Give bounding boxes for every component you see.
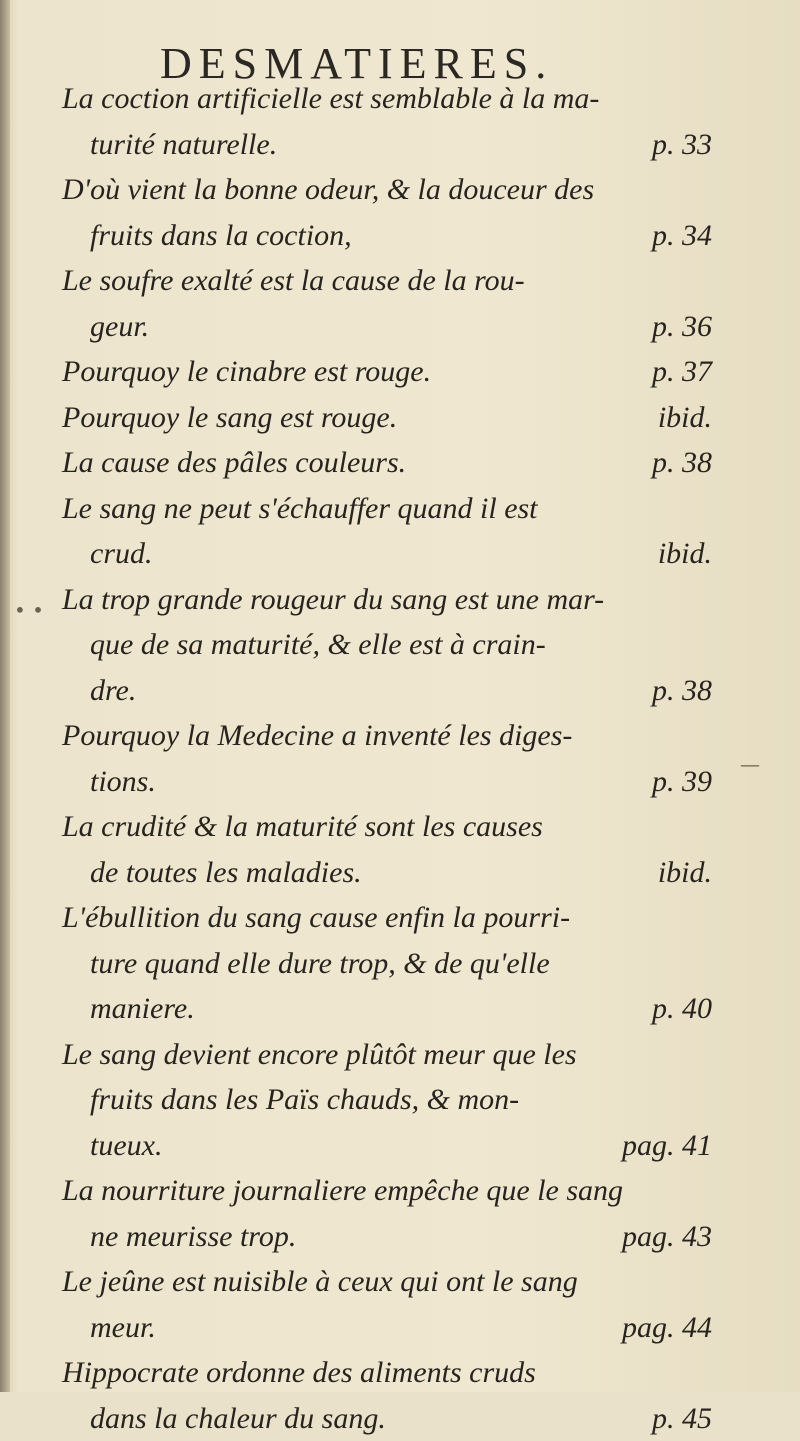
entry-text: D'où vient la bonne odeur, & la douceur des: [62, 167, 594, 213]
toc-line: [62, 850, 712, 896]
entry-text: Hippocrate ordonne des aliments cruds: [62, 1350, 536, 1396]
entry-text: Le jeûne est nuisible à ceux qui ont le sang: [62, 1259, 578, 1305]
page-header: DESMATIERES.: [160, 38, 553, 89]
page-reference: pag. 44: [622, 1305, 712, 1351]
entry-text: Le sang ne peut s'échauffer quand il est: [62, 486, 538, 532]
page-reference: p. 38: [652, 440, 712, 486]
entry-text: tions.: [90, 759, 156, 805]
toc-line: [62, 395, 712, 441]
entry-text: geur.: [90, 304, 149, 350]
toc-line: [62, 1123, 712, 1169]
entry-text: turité naturelle.: [90, 122, 277, 168]
entry-text: La coction artificielle est semblable à la ma-: [62, 76, 599, 122]
table-of-contents: [62, 76, 712, 1441]
page-edge: [0, 0, 10, 1392]
toc-entry: [62, 1350, 712, 1441]
toc-line: [62, 486, 712, 532]
toc-line: [62, 895, 712, 941]
entry-text: tueux.: [90, 1123, 162, 1169]
page-reference: p. 40: [652, 986, 712, 1032]
toc-line: [62, 713, 712, 759]
page-reference: ibid.: [658, 850, 712, 896]
toc-entry: [62, 1259, 712, 1350]
toc-line: [62, 167, 712, 213]
entry-text: Pourquoy le sang est rouge.: [62, 395, 397, 441]
toc-line: [62, 1077, 712, 1123]
toc-line: [62, 986, 712, 1032]
toc-entry: [62, 1168, 712, 1259]
entry-text: meur.: [90, 1305, 156, 1351]
toc-line: [62, 531, 712, 577]
toc-line: [62, 1350, 712, 1396]
margin-mark: —: [740, 752, 760, 776]
toc-entry: [62, 895, 712, 1032]
page-reference: pag. 43: [622, 1214, 712, 1260]
toc-entry: [62, 577, 712, 714]
toc-entry: [62, 440, 712, 486]
entry-text: que de sa maturité, & elle est à crain-: [90, 622, 546, 668]
toc-entry: [62, 258, 712, 349]
toc-line: [62, 1259, 712, 1305]
toc-entry: [62, 486, 712, 577]
toc-line: [62, 349, 712, 395]
toc-line: [62, 122, 712, 168]
toc-line: [62, 622, 712, 668]
page-reference: p. 34: [652, 213, 712, 259]
entry-text: La crudité & la maturité sont les causes: [62, 804, 543, 850]
entry-text: dre.: [90, 668, 136, 714]
toc-line: [62, 1214, 712, 1260]
toc-line: [62, 1032, 712, 1078]
toc-entry: [62, 713, 712, 804]
entry-text: fruits dans les Païs chauds, & mon-: [90, 1077, 519, 1123]
entry-text: La nourriture journaliere empêche que le sang: [62, 1168, 623, 1214]
entry-text: dans la chaleur du sang.: [90, 1396, 386, 1441]
entry-text: ture quand elle dure trop, & de qu'elle: [90, 941, 550, 987]
toc-entry: [62, 1032, 712, 1169]
toc-line: [62, 668, 712, 714]
page-reference: p. 36: [652, 304, 712, 350]
page-reference: ibid.: [658, 531, 712, 577]
toc-entry: [62, 167, 712, 258]
toc-entry: [62, 804, 712, 895]
toc-line: [62, 577, 712, 623]
page-reference: p. 45: [652, 1396, 712, 1441]
toc-line: [62, 258, 712, 304]
page-reference: p. 39: [652, 759, 712, 805]
entry-text: L'ébullition du sang cause enfin la pourri-: [62, 895, 570, 941]
toc-line: [62, 213, 712, 259]
entry-text: La cause des pâles couleurs.: [62, 440, 406, 486]
page-reference: p. 38: [652, 668, 712, 714]
toc-entry: [62, 395, 712, 441]
page-reference: pag. 41: [622, 1123, 712, 1169]
toc-line: [62, 1396, 712, 1441]
entry-text: Pourquoy la Medecine a inventé les diges-: [62, 713, 572, 759]
toc-line: [62, 440, 712, 486]
entry-text: Le sang devient encore plûtôt meur que les: [62, 1032, 577, 1078]
toc-line: [62, 1305, 712, 1351]
entry-text: crud.: [90, 531, 153, 577]
entry-text: maniere.: [90, 986, 195, 1032]
entry-text: Le soufre exalté est la cause de la rou-: [62, 258, 525, 304]
page-reference: p. 33: [652, 122, 712, 168]
entry-text: La trop grande rougeur du sang est une mar-: [62, 577, 604, 623]
toc-line: [62, 1168, 712, 1214]
page-reference: p. 37: [652, 349, 712, 395]
entry-text: fruits dans la coction,: [90, 213, 352, 259]
entry-text: Pourquoy le cinabre est rouge.: [62, 349, 431, 395]
margin-mark: • •: [14, 598, 44, 622]
toc-line: [62, 304, 712, 350]
entry-text: de toutes les maladies.: [90, 850, 362, 896]
toc-line: [62, 804, 712, 850]
toc-entry: [62, 349, 712, 395]
toc-entry: [62, 76, 712, 167]
page-reference: ibid.: [658, 395, 712, 441]
entry-text: ne meurisse trop.: [90, 1214, 296, 1260]
toc-line: [62, 759, 712, 805]
toc-line: [62, 76, 712, 122]
toc-line: [62, 941, 712, 987]
